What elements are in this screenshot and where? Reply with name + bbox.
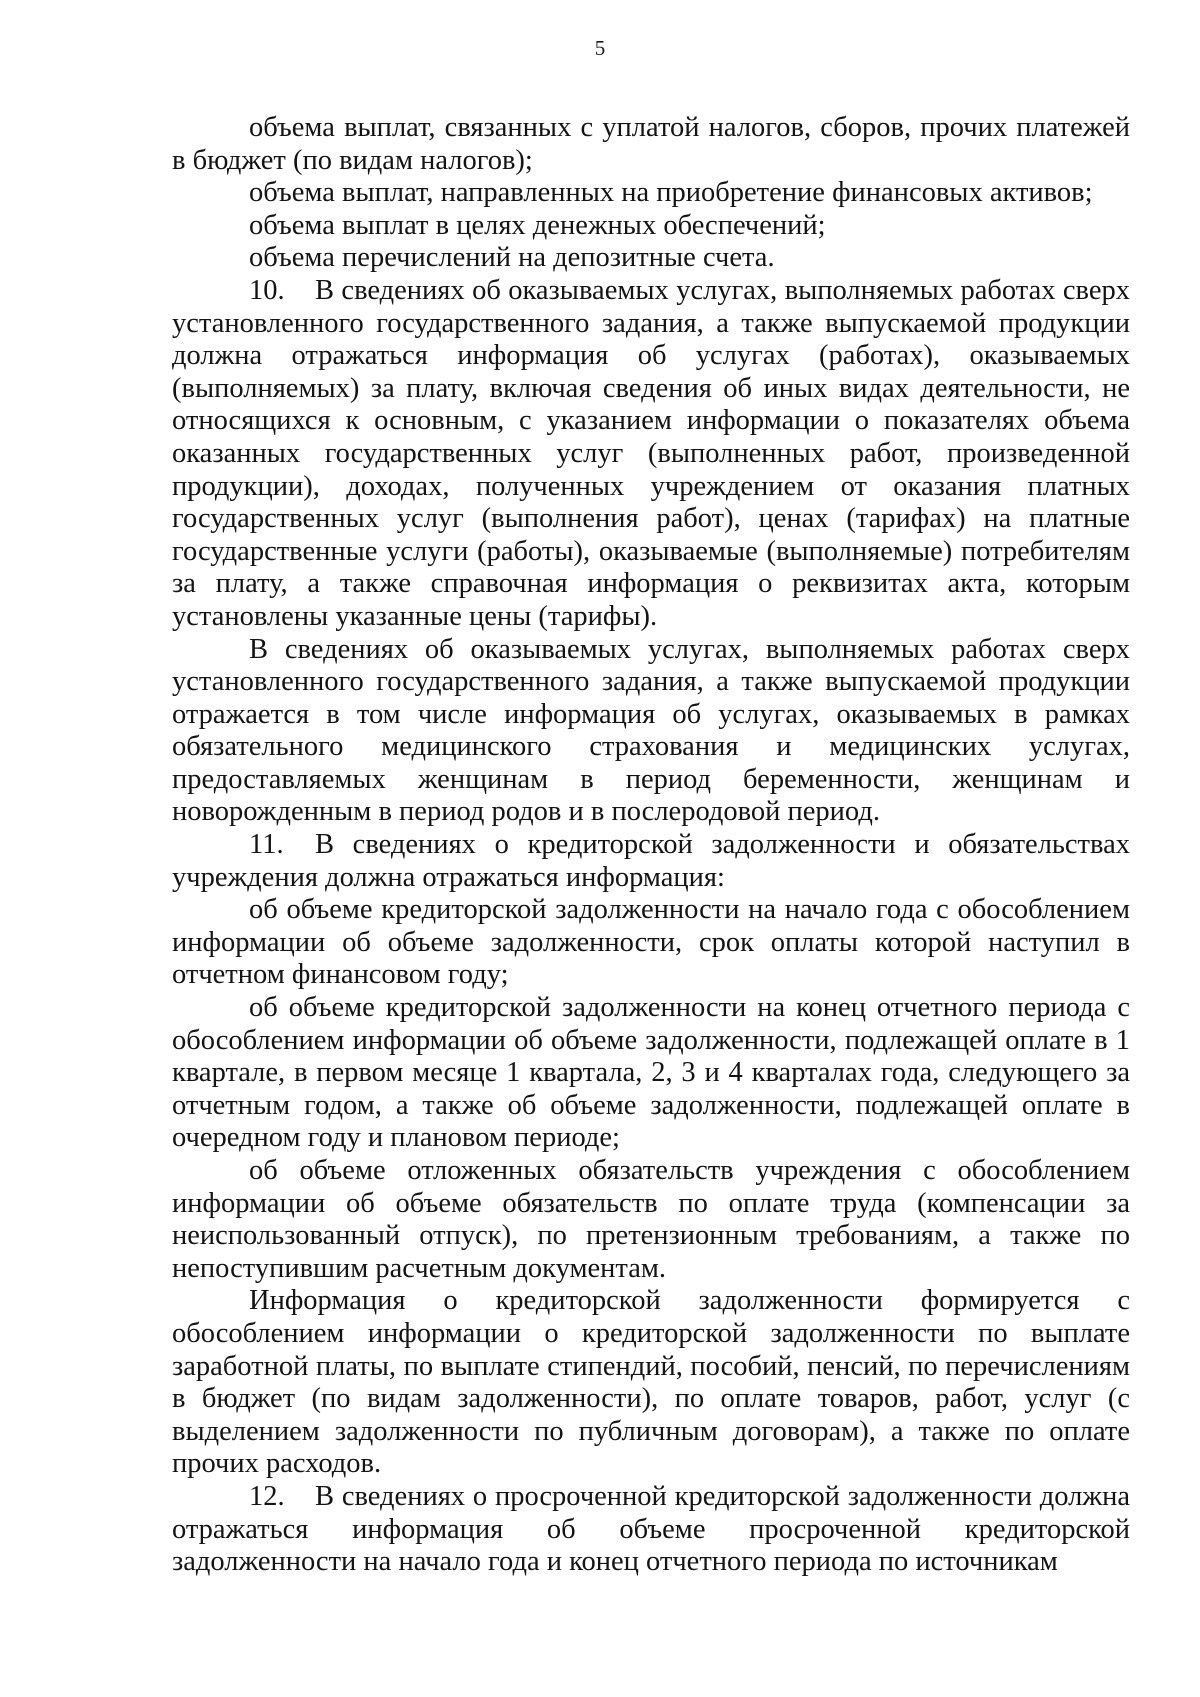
paragraph-number: 11. (249, 829, 284, 861)
paragraph (172, 634, 1130, 830)
paragraph (172, 1155, 1130, 1285)
paragraph-text: об объеме кредиторской задолженности на конец отчетного периода с обособлением информации об объеме задолженности, подлежащей оплате в 1 квартале, в первом месяце 1 квартала, 2, 3 и 4 кварталах года, следующего за отчетным годом, а также об объеме задолженности, подлежащей оплате в очередном году и плановом периоде; (172, 992, 1130, 1154)
paragraph (172, 112, 1130, 177)
paragraph-text: объема выплат, направленных на приобретение финансовых активов; (249, 177, 1093, 209)
paragraph (172, 177, 1130, 210)
paragraph (172, 894, 1130, 992)
paragraph (172, 242, 1130, 275)
paragraph-text: объема перечислений на депозитные счета. (249, 242, 775, 274)
paragraph-text: В сведениях о просроченной кредиторской задолженности должна отражаться информация об объеме просроченной кредиторской задолженности на начало года и конец отчетного периода по источникам (172, 1480, 1130, 1578)
paragraph-text: объема выплат в целях денежных обеспечений; (249, 209, 826, 241)
paragraph (172, 992, 1130, 1155)
paragraph-number: 12. (249, 1480, 285, 1512)
paragraph-text: об объеме кредиторской задолженности на начало года с обособлением информации об объеме задолженности, срок оплаты которой наступил в отчетном финансовом году; (172, 894, 1130, 991)
paragraph-text: об объеме отложенных обязательств учреждения с обособлением информации об объеме обязательств по оплате труда (компенсации за неиспользованный отпуск), по претензионным требованиям, а также по непоступившим расчетным документам. (172, 1155, 1130, 1284)
paragraph (172, 1481, 1130, 1579)
paragraph-text: Информация о кредиторской задолженности формируется с обособлением информации о кредиторской задолженности по выплате заработной платы, по выплате стипендий, пособий, пенсий, по перечислениям в бюджет (по видам задолженности), по оплате товаров, работ, услуг (с выделением задолженности по публичным договорам), а также по оплате прочих расходов. (172, 1285, 1130, 1480)
paragraph (172, 829, 1130, 894)
paragraph-text: В сведениях об оказываемых услугах, выполняемых работах сверх установленного государственного задания, а также выпускаемой продукции должна отражаться информация об услугах (работах), оказываемых (выполняемых) за плату, включая сведения об иных видах деятельности, не относящихся к основным, с указанием информации о показателях объема оказанных государственных услуг (выполненных работ, произведенной продукции), доходах, полученных учреждением от оказания платных государственных услуг (выполнения работ), ценах (тарифах) на платные государственные услуги (работы), оказываемые (выполняемые) потребителям за плату, а также справочная информация о реквизитах акта, которым установлены указанные цены (тарифы). (172, 274, 1130, 632)
paragraph-text: В сведениях об оказываемых услугах, выполняемых работах сверх установленного государственного задания, а также выпускаемой продукции отражается в том числе информация об услугах, оказываемых в рамках обязательного медицинского страхования и медицинских услугах, предоставляемых женщинам в период беременности, женщинам и новорожденным в период родов и в послеродовой период. (172, 633, 1130, 828)
paragraph (172, 210, 1130, 243)
paragraph-text: объема выплат, связанных с уплатой налогов, сборов, прочих платежей в бюджет (по видам налогов); (172, 112, 1130, 176)
paragraph-text: В сведениях о кредиторской задолженности и обязательствах учреждения должна отражаться информация: (172, 829, 1130, 893)
page-number: 5 (594, 36, 606, 60)
document-body (172, 112, 1130, 1579)
paragraph (172, 275, 1130, 634)
paragraph-number: 10. (249, 274, 285, 306)
paragraph (172, 1285, 1130, 1481)
